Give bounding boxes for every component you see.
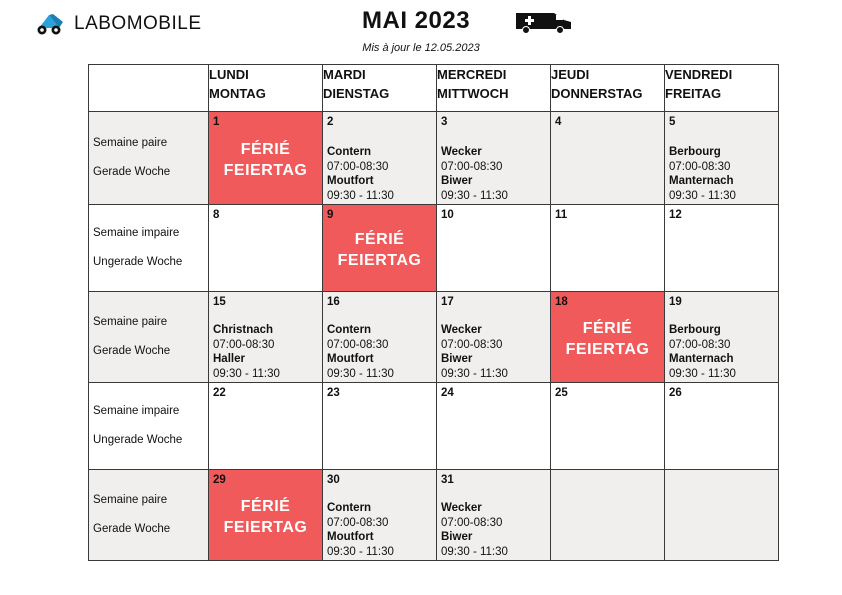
holiday-fr: FÉRIÉ bbox=[240, 498, 291, 516]
stop-location: Berbourg bbox=[669, 146, 721, 158]
weekday-header bbox=[665, 65, 779, 112]
day-number: 9 bbox=[327, 209, 334, 221]
day-cell bbox=[437, 112, 551, 205]
weekday-header bbox=[551, 65, 665, 112]
stop-time: 09:30 - 11:30 bbox=[327, 189, 394, 202]
day-number: 29 bbox=[213, 474, 226, 486]
week-label bbox=[89, 205, 209, 292]
holiday-de: FEIERTAG bbox=[223, 519, 308, 537]
day-number: 5 bbox=[669, 116, 676, 128]
holiday-label bbox=[551, 318, 664, 360]
day-cell bbox=[551, 470, 665, 561]
weekday-fr: LUNDI bbox=[209, 67, 249, 82]
week-label-fr: Semaine paire bbox=[93, 137, 168, 149]
week-row bbox=[89, 205, 779, 292]
labomobile-logo-icon bbox=[36, 12, 66, 36]
day-number: 2 bbox=[327, 116, 334, 128]
day-number: 15 bbox=[213, 296, 226, 308]
week-label-fr: Semaine paire bbox=[93, 494, 168, 506]
holiday-fr: FÉRIÉ bbox=[240, 141, 291, 159]
day-number: 1 bbox=[213, 116, 220, 128]
stop-location: Biwer bbox=[441, 531, 473, 543]
calendar-table bbox=[88, 64, 779, 561]
stop-time: 07:00-08:30 bbox=[669, 338, 731, 351]
brand-logo bbox=[36, 12, 202, 36]
page-title: MAI 2023 bbox=[362, 7, 471, 34]
stop-time: 07:00-08:30 bbox=[213, 338, 275, 351]
stop-location: Biwer bbox=[441, 353, 473, 365]
day-number: 8 bbox=[213, 209, 220, 221]
schedule bbox=[441, 323, 508, 381]
day-cell bbox=[323, 112, 437, 205]
holiday-fr: FÉRIÉ bbox=[354, 231, 405, 249]
holiday-de: FEIERTAG bbox=[223, 162, 308, 180]
day-number: 12 bbox=[669, 209, 682, 221]
weekday-de: FREITAG bbox=[665, 86, 722, 101]
day-cell bbox=[437, 470, 551, 561]
schedule bbox=[327, 501, 394, 559]
day-number: 10 bbox=[441, 209, 454, 221]
day-cell bbox=[665, 383, 779, 470]
holiday-de: FEIERTAG bbox=[565, 341, 650, 359]
stop-location: Contern bbox=[327, 324, 372, 336]
holiday-label bbox=[209, 139, 322, 181]
weekday-fr: JEUDI bbox=[551, 67, 590, 82]
day-cell bbox=[437, 292, 551, 383]
day-number: 22 bbox=[213, 387, 226, 399]
stop-location: Berbourg bbox=[669, 324, 721, 336]
day-cell bbox=[437, 383, 551, 470]
brand-name: LABOMOBILE bbox=[74, 13, 202, 34]
stop-location: Haller bbox=[213, 353, 245, 365]
day-cell bbox=[665, 205, 779, 292]
stop-time: 07:00-08:30 bbox=[441, 160, 503, 173]
day-cell bbox=[665, 292, 779, 383]
holiday-de: FEIERTAG bbox=[337, 252, 422, 270]
schedule bbox=[669, 145, 736, 203]
weekday-de: DONNERSTAG bbox=[551, 86, 643, 101]
day-number: 24 bbox=[441, 387, 454, 399]
stop-location: Moutfort bbox=[327, 175, 374, 187]
stop-location: Wecker bbox=[441, 324, 482, 336]
stop-location: Wecker bbox=[441, 502, 482, 514]
week-row bbox=[89, 383, 779, 470]
stop-time: 09:30 - 11:30 bbox=[669, 367, 736, 380]
weekday-header bbox=[323, 65, 437, 112]
corner-cell bbox=[89, 65, 209, 112]
week-row bbox=[89, 470, 779, 561]
day-cell-holiday bbox=[323, 205, 437, 292]
week-label-de: Ungerade Woche bbox=[93, 256, 183, 268]
day-cell bbox=[551, 112, 665, 205]
van-icon bbox=[514, 10, 574, 34]
day-cell bbox=[665, 112, 779, 205]
day-cell bbox=[209, 292, 323, 383]
week-row bbox=[89, 292, 779, 383]
day-number: 11 bbox=[555, 209, 568, 221]
stop-time: 09:30 - 11:30 bbox=[669, 189, 736, 202]
stop-time: 09:30 - 11:30 bbox=[441, 367, 508, 380]
day-number: 16 bbox=[327, 296, 340, 308]
stop-time: 07:00-08:30 bbox=[669, 160, 731, 173]
week-label bbox=[89, 112, 209, 205]
week-label-fr: Semaine impaire bbox=[93, 405, 180, 417]
update-date: Mis à jour le 12.05.2023 bbox=[362, 42, 480, 54]
day-number: 3 bbox=[441, 116, 448, 128]
day-cell bbox=[323, 470, 437, 561]
day-number: 25 bbox=[555, 387, 568, 399]
weekday-de: MONTAG bbox=[209, 86, 266, 101]
stop-location: Biwer bbox=[441, 175, 473, 187]
day-cell bbox=[437, 205, 551, 292]
stop-location: Moutfort bbox=[327, 353, 374, 365]
day-cell bbox=[551, 205, 665, 292]
stop-location: Contern bbox=[327, 502, 372, 514]
stop-time: 09:30 - 11:30 bbox=[441, 545, 508, 558]
schedule bbox=[441, 145, 508, 203]
week-label-de: Gerade Woche bbox=[93, 166, 171, 178]
schedule bbox=[441, 501, 508, 559]
stop-time: 07:00-08:30 bbox=[327, 338, 389, 351]
weekday-fr: MARDI bbox=[323, 67, 366, 82]
week-label-de: Ungerade Woche bbox=[93, 434, 183, 446]
weekday-header bbox=[209, 65, 323, 112]
day-number: 26 bbox=[669, 387, 682, 399]
weekday-fr: VENDREDI bbox=[665, 67, 733, 82]
day-cell-holiday bbox=[209, 470, 323, 561]
weekday-fr: MERCREDI bbox=[437, 67, 507, 82]
weekday-header bbox=[437, 65, 551, 112]
weekday-de: DIENSTAG bbox=[323, 86, 390, 101]
week-label bbox=[89, 383, 209, 470]
schedule bbox=[669, 323, 736, 381]
stop-time: 09:30 - 11:30 bbox=[441, 189, 508, 202]
week-label-de: Gerade Woche bbox=[93, 345, 171, 357]
day-cell bbox=[551, 383, 665, 470]
day-number: 23 bbox=[327, 387, 340, 399]
day-cell-holiday bbox=[209, 112, 323, 205]
day-cell bbox=[209, 205, 323, 292]
weekday-header-row bbox=[89, 65, 779, 112]
day-cell-holiday bbox=[551, 292, 665, 383]
week-label-fr: Semaine impaire bbox=[93, 227, 180, 239]
weekday-de: MITTWOCH bbox=[437, 86, 509, 101]
stop-location: Manternach bbox=[669, 175, 734, 187]
day-number: 31 bbox=[441, 474, 454, 486]
holiday-label bbox=[323, 229, 436, 271]
stop-time: 07:00-08:30 bbox=[327, 516, 389, 529]
day-cell bbox=[323, 383, 437, 470]
schedule bbox=[327, 145, 394, 203]
day-cell bbox=[323, 292, 437, 383]
schedule bbox=[213, 323, 280, 381]
week-label bbox=[89, 292, 209, 383]
stop-location: Christnach bbox=[213, 324, 274, 336]
week-label bbox=[89, 470, 209, 561]
day-number: 4 bbox=[555, 116, 562, 128]
holiday-label bbox=[209, 496, 322, 538]
stop-location: Contern bbox=[327, 146, 372, 158]
stop-location: Manternach bbox=[669, 353, 734, 365]
day-number: 19 bbox=[669, 296, 682, 308]
stop-location: Moutfort bbox=[327, 531, 374, 543]
schedule bbox=[327, 323, 394, 381]
stop-time: 07:00-08:30 bbox=[327, 160, 389, 173]
day-cell bbox=[209, 383, 323, 470]
stop-time: 09:30 - 11:30 bbox=[213, 367, 280, 380]
holiday-fr: FÉRIÉ bbox=[582, 320, 633, 338]
stop-time: 09:30 - 11:30 bbox=[327, 545, 394, 558]
day-cell bbox=[665, 470, 779, 561]
stop-time: 09:30 - 11:30 bbox=[327, 367, 394, 380]
day-number: 30 bbox=[327, 474, 340, 486]
day-number: 18 bbox=[555, 296, 568, 308]
stop-time: 07:00-08:30 bbox=[441, 516, 503, 529]
week-row bbox=[89, 112, 779, 205]
stop-location: Wecker bbox=[441, 146, 482, 158]
day-number: 17 bbox=[441, 296, 454, 308]
stop-time: 07:00-08:30 bbox=[441, 338, 503, 351]
week-label-fr: Semaine paire bbox=[93, 316, 168, 328]
week-label-de: Gerade Woche bbox=[93, 523, 171, 535]
